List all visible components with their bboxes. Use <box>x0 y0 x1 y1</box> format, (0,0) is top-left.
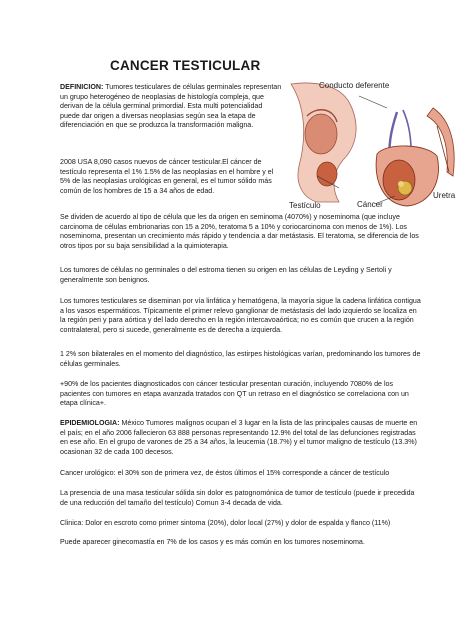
stromal-paragraph: Los tumores de células no germinales o del estroma tienen su origen en las células de Leyding y Sertoli y generalmente son benignos. <box>60 266 392 284</box>
prognosis-paragraph: +90% de los pacientes diagnosticados con cáncer testicular presentan curación, incluyendo 7080% de los pacientes con tumores en etapa avanzada tratados con QT un retraso en el diagnóstico se correlaciona con un etapa clínica+. <box>60 380 409 408</box>
gynecomastia-paragraph: Puede aparecer ginecomastía en 7% de los casos y es más común en los tumores noseminoma. <box>60 538 365 546</box>
definition-label: DEFINICION: <box>60 83 104 91</box>
clinical-paragraph: Clinica: Dolor en escroto como primer sintoma (20%), dolor local (27%) y dolor de espalda y flanco (11%) <box>60 519 391 527</box>
dissemination-paragraph: Los tumores testiculares se diseminan por vía linfática y hematógena, la mayoría sigue la cadena linfática contigua a los vasos espermáticos. Típicamente el primer relevo ganglionar de metástasis del lado izquierdo se localiza en la región peri y para aórtica y del lado derecho en la región intercavoaórtica; no es común que crucen a la región contralateral, pero si sucede, generalmente es de derecha a izquierda. <box>60 297 421 334</box>
epidemiology-paragraph <box>60 419 422 457</box>
label-cancer: Cáncer <box>357 200 383 209</box>
bilateral-paragraph: 1 2% son bilaterales en el momento del diagnóstico, las estirpes histológicas varían, predominando los tumores de células germinales. <box>60 350 421 368</box>
definition-paragraph <box>60 83 282 131</box>
epidemiology-text: México Tumores malignos ocupan el 3 lugar en la lista de las principales causas de muerte en el país; en el año 2006 fallecieron 63 888 personas representando 12.9% del total de las defunciones registradas en ese año. En el grupo de varones de 25 a 34 años, la leucemia (18.7%) y el tumor maligno de testículo (13.3%) ocasionan 32 de cada 100 decesos. <box>60 419 418 456</box>
label-testiculo: Testículo <box>289 201 321 210</box>
label-uretra: Uretra <box>433 191 456 200</box>
anatomy-drawing <box>287 76 457 211</box>
label-conducto-deferente: Conducto deferente <box>319 81 390 90</box>
page-title: CANCER TESTICULAR <box>110 58 261 73</box>
statistics-paragraph: 2008 USA 8,090 casos nuevos de cáncer testicular.El cáncer de testículo representa el 1% 1.5% de las neoplasias en el hombre y el 5% de las neoplasias urológicas en general, es el tumor sólido más común de los hombres de 15 a 34 años de edad. <box>60 158 274 195</box>
anatomy-illustration <box>287 76 457 211</box>
mass-paragraph: La presencia de una masa testicular sólida sin dolor es patognomónica de tumor de testículo (puede ir precedida de una reducción del tamaño del testículo) Comun 3-4 decada de vida. <box>60 489 415 507</box>
definition-text: Tumores testiculares de células germinales representan un grupo heterogéneo de neoplasias de histología compleja, que derivan de la célula germinal primordial. Esta multi potencialidad puede dar origen a diversas neoplasias según sea la etapa de diferenciación en que se produzca la transformación maligna. <box>60 83 282 130</box>
urology-paragraph: Cancer urológico: el 30% son de primera vez, de éstos últimos el 15% corresponde a cáncer de testículo <box>60 469 390 477</box>
epidemiology-label: EPIDEMIOLOGIA: <box>60 419 120 427</box>
classification-paragraph: Se dividen de acuerdo al tipo de célula que les da origen en seminoma (4070%) y noseminoma (que incluye carcinoma de células embrionarias con 15 a 20%, teratoma 5 a 10% y coriocarcinoma con menos de 1%). Los noseminoma, presentan un crecimiento más rápido y tendencia a dar metástasis. El teratoma, se diferencia de los otros tipos por su baja sensibilidad a la quimioterapia. <box>60 213 419 250</box>
